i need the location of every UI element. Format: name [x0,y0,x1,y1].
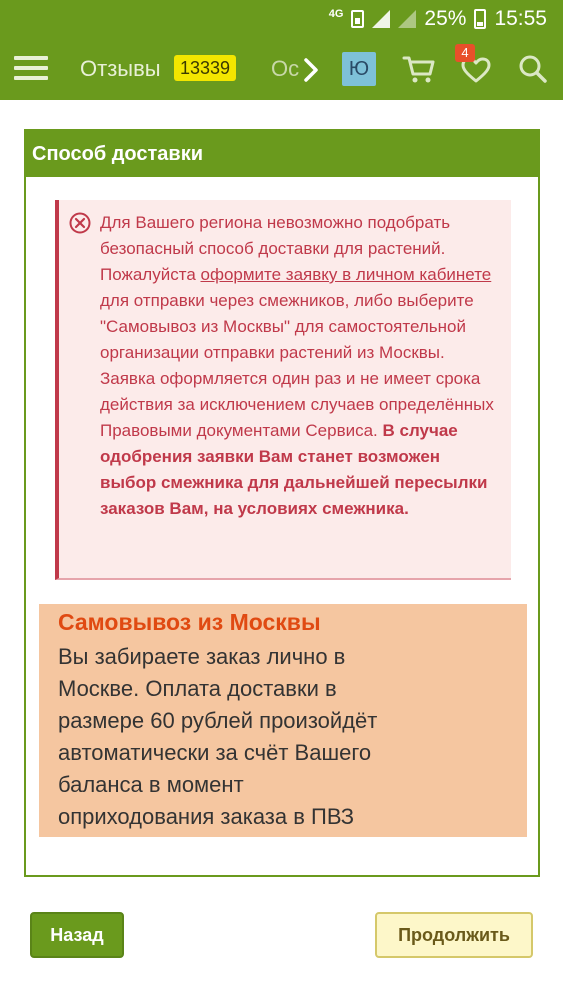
alert-bold-text: В случае одобрения заявки Вам станет возможен выбор смежника для дальнейшей пересылки заказов Вам, на условиях смежника. [100,421,488,518]
delivery-method-card [24,129,540,877]
reviews-count-badge: 13339 [174,55,236,81]
tab-reviews[interactable]: Отзывы [80,56,161,81]
signal-icon [372,10,390,28]
chevron-right-icon[interactable] [300,58,322,82]
tab-next-partial[interactable]: Ос [271,56,300,81]
signal-secondary-icon [398,10,416,28]
clock: 15:55 [494,7,547,30]
card-title: Способ доставки [26,131,538,177]
error-circle-icon [69,212,91,234]
network-type: 4G [328,8,344,20]
pickup-description: Вы забираете заказ лично в Москве. Оплата доставки в размере 60 рублей произойдёт автоматически за счёт Вашего баланса в момент оприходования заказа в ПВЗ [58,644,378,829]
sim-icon [351,10,364,28]
cart-icon[interactable] [402,54,436,84]
avatar[interactable]: Ю [342,52,376,86]
status-bar [0,0,563,38]
submit-request-link[interactable]: оформите заявку в личном кабинете [200,265,492,284]
battery-percent: 25% [424,7,467,30]
search-icon[interactable] [518,54,548,84]
alert-text-1: Для Вашего региона невозможно подобрать безопасный способ доставки для растений. Пожалуйста [100,213,451,284]
menu-icon[interactable] [14,54,48,82]
error-alert [55,200,511,580]
alert-text-2: для отправки через смежников, либо выберите "Самовывоз из Москвы" для самостоятельной организации отправки растений из Москвы. Заявка оформляется один раз и не имеет срока действия за исключением случаев определённых Правовыми документами Сервиса. [100,291,494,440]
favorites-count-badge: 4 [455,44,475,62]
battery-icon [474,9,486,29]
pickup-moscow-option[interactable] [39,604,527,837]
pickup-title: Самовывоз из Москвы [58,609,321,635]
app-bar [0,38,563,100]
back-button[interactable]: Назад [30,912,124,958]
continue-button[interactable]: Продолжить [375,912,533,958]
